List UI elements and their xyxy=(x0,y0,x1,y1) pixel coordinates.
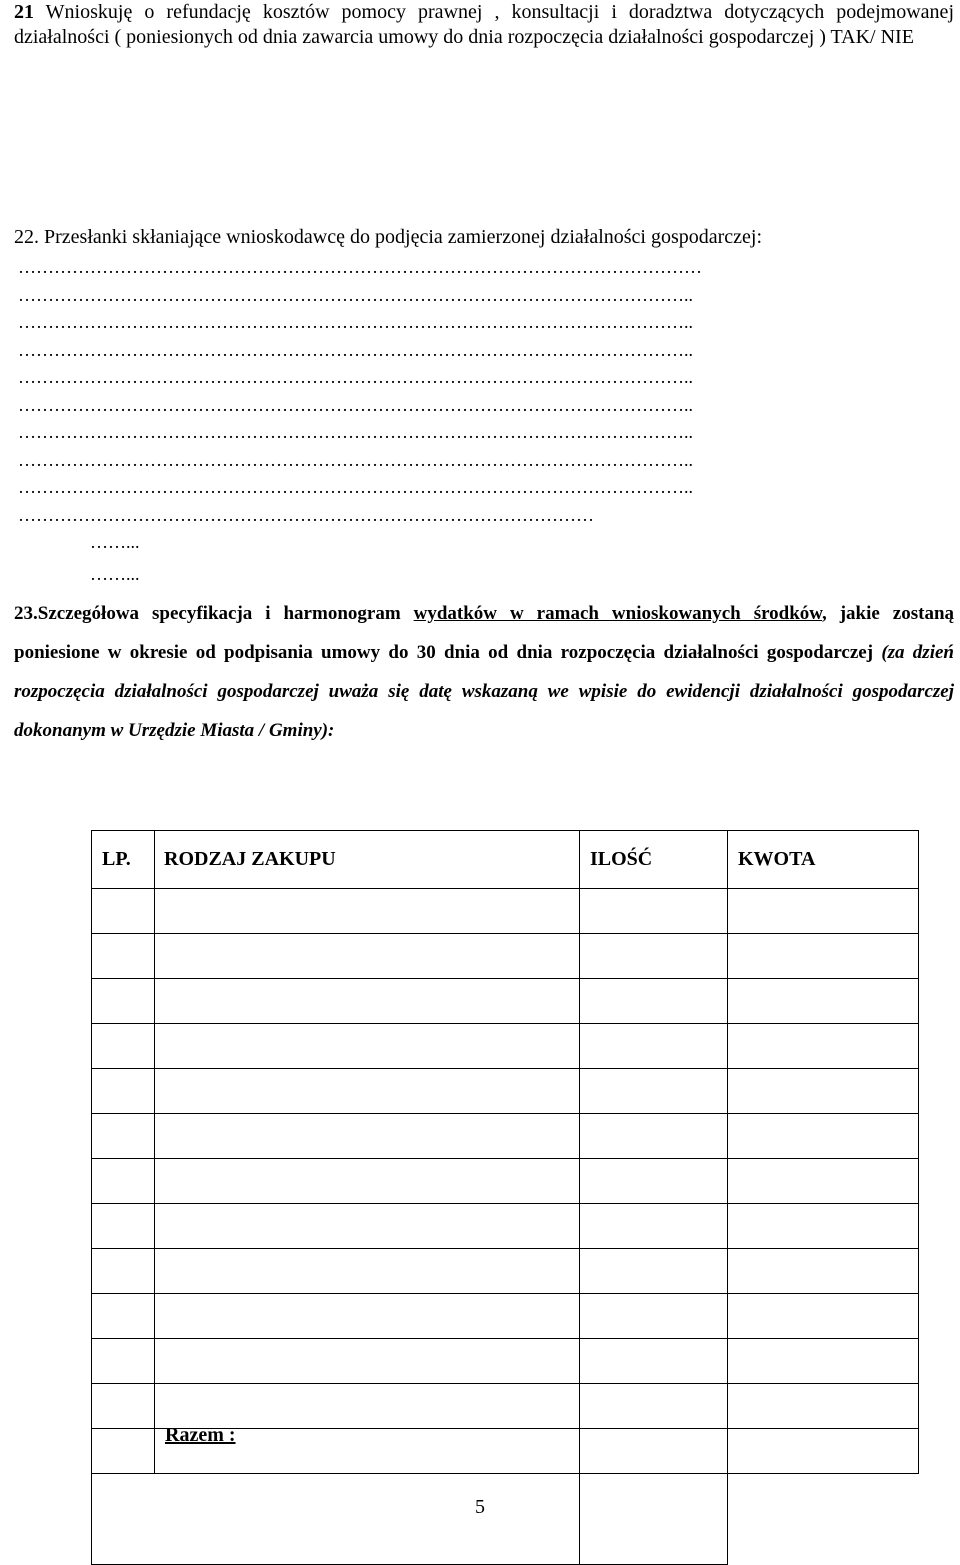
answer-line-7[interactable]: ………………………………………………………………………………………………….. xyxy=(18,423,693,441)
cell-kwota[interactable] xyxy=(728,1339,919,1384)
answer-line-3[interactable]: ………………………………………………………………………………………………….. xyxy=(18,313,693,331)
cell-lp[interactable] xyxy=(92,1159,155,1204)
question-23-mid: , jakie zostaną poniesione w okresie od podpisania umowy do 30 dnia od dnia rozpoczęcia działalności gospodarczej xyxy=(14,603,955,663)
cell-ilosc[interactable] xyxy=(580,1114,728,1159)
cell-rodzaj[interactable] xyxy=(155,1294,580,1339)
header-rodzaj-zakupu: RODZAJ ZAKUPU xyxy=(155,831,580,889)
cell-lp[interactable] xyxy=(92,1384,155,1429)
table-row xyxy=(92,1384,919,1429)
cell-ilosc-total[interactable] xyxy=(580,1474,728,1565)
cell-rodzaj[interactable] xyxy=(155,1159,580,1204)
cell-rodzaj[interactable] xyxy=(155,934,580,979)
table-row xyxy=(92,1069,919,1114)
cell-kwota[interactable] xyxy=(728,1114,919,1159)
cell-kwota[interactable] xyxy=(728,1204,919,1249)
cell-kwota[interactable] xyxy=(728,889,919,934)
table-row xyxy=(92,1204,919,1249)
cell-rodzaj[interactable] xyxy=(155,1249,580,1294)
table-row xyxy=(92,979,919,1024)
table-row xyxy=(92,1339,919,1384)
cell-kwota-total-empty xyxy=(728,1474,919,1565)
question-21 xyxy=(14,0,954,50)
header-ilosc: ILOŚĆ xyxy=(580,831,728,889)
question-23 xyxy=(14,594,954,750)
cell-rodzaj[interactable] xyxy=(155,1114,580,1159)
cell-lp[interactable] xyxy=(92,1294,155,1339)
cell-lp-total xyxy=(92,1474,155,1565)
table-row xyxy=(92,1249,919,1294)
cell-ilosc[interactable] xyxy=(580,979,728,1024)
cell-lp[interactable] xyxy=(92,889,155,934)
question-22-heading: 22. Przesłanki skłaniające wnioskodawcę do podjęcia zamierzonej działalności gospodarczej: xyxy=(14,226,763,248)
table-row xyxy=(92,1159,919,1204)
answer-line-10[interactable]: …………………………………………………………………………………… xyxy=(18,506,594,524)
cell-lp[interactable] xyxy=(92,1069,155,1114)
cell-rodzaj[interactable] xyxy=(155,1339,580,1384)
answer-line-2[interactable]: ………………………………………………………………………………………………….. xyxy=(18,286,693,304)
cell-rodzaj[interactable] xyxy=(155,1204,580,1249)
cell-lp[interactable] xyxy=(92,1204,155,1249)
cell-ilosc[interactable] xyxy=(580,1159,728,1204)
question-21-number: 21 xyxy=(14,1,34,23)
cell-rodzaj[interactable] xyxy=(155,1384,580,1429)
cell-lp[interactable] xyxy=(92,1024,155,1069)
table-header-row xyxy=(92,831,919,889)
cell-total-label xyxy=(155,1474,580,1565)
table-row xyxy=(92,1294,919,1339)
answer-line-1[interactable]: …………………………………………………………………………………………………… xyxy=(18,258,702,276)
cell-kwota[interactable] xyxy=(728,1294,919,1339)
cell-kwota[interactable] xyxy=(728,979,919,1024)
table-row xyxy=(92,934,919,979)
cell-rodzaj[interactable] xyxy=(155,979,580,1024)
cell-ilosc[interactable] xyxy=(580,1249,728,1294)
cell-lp[interactable] xyxy=(92,979,155,1024)
answer-line-12[interactable]: ……... xyxy=(90,565,140,583)
cell-lp[interactable] xyxy=(92,1429,155,1474)
answer-line-6[interactable]: ………………………………………………………………………………………………….. xyxy=(18,396,693,414)
answer-line-11[interactable]: ……... xyxy=(90,533,140,551)
cell-kwota[interactable] xyxy=(728,1249,919,1294)
cell-rodzaj[interactable] xyxy=(155,889,580,934)
question-23-lead: 23.Szczegółowa specyfikacja i harmonogram xyxy=(14,603,414,624)
table-row xyxy=(92,1114,919,1159)
cell-rodzaj[interactable] xyxy=(155,1024,580,1069)
cell-ilosc[interactable] xyxy=(580,1429,728,1474)
cell-ilosc[interactable] xyxy=(580,1339,728,1384)
answer-line-9[interactable]: ………………………………………………………………………………………………….. xyxy=(18,478,693,496)
question-23-italic-note: (za dzień rozpoczęcia działalności gospodarczej uważa się datę wskazaną we wpisie do ewidencji działalności gospodarczej dokonanym w Urzędzie Miasta / Gminy): xyxy=(14,642,954,741)
cell-lp[interactable] xyxy=(92,1249,155,1294)
table-total-row xyxy=(92,1474,919,1565)
answer-line-4[interactable]: ………………………………………………………………………………………………….. xyxy=(18,341,693,359)
cell-lp[interactable] xyxy=(92,1114,155,1159)
cell-ilosc[interactable] xyxy=(580,1384,728,1429)
cell-ilosc[interactable] xyxy=(580,889,728,934)
question-23-underlined: wydatków w ramach wnioskowanych środków xyxy=(413,603,822,624)
total-label: Razem : xyxy=(165,1424,236,1446)
cell-kwota[interactable] xyxy=(728,1024,919,1069)
cell-rodzaj[interactable] xyxy=(155,1069,580,1114)
cell-kwota[interactable] xyxy=(728,934,919,979)
table-row xyxy=(92,1024,919,1069)
header-kwota: KWOTA xyxy=(728,831,919,889)
cell-kwota[interactable] xyxy=(728,1429,919,1474)
table-row xyxy=(92,889,919,934)
cell-ilosc[interactable] xyxy=(580,934,728,979)
header-lp: LP. xyxy=(92,831,155,889)
cell-kwota[interactable] xyxy=(728,1159,919,1204)
page-number: 5 xyxy=(475,1496,485,1518)
cell-kwota[interactable] xyxy=(728,1384,919,1429)
question-21-text: Wnioskuję o refundację kosztów pomocy prawnej , konsultacji i doradztwa dotyczących podejmowanej działalności ( poniesionych od dnia zawarcia umowy do dnia rozpoczęcia działalności gospodarczej ) TAK/ NIE xyxy=(14,1,954,48)
cell-kwota[interactable] xyxy=(728,1069,919,1114)
cell-lp[interactable] xyxy=(92,934,155,979)
cell-ilosc[interactable] xyxy=(580,1069,728,1114)
cell-lp[interactable] xyxy=(92,1339,155,1384)
cell-ilosc[interactable] xyxy=(580,1024,728,1069)
answer-line-5[interactable]: ………………………………………………………………………………………………….. xyxy=(18,368,693,386)
answer-line-8[interactable]: ………………………………………………………………………………………………….. xyxy=(18,451,693,469)
cell-ilosc[interactable] xyxy=(580,1204,728,1249)
expenses-table xyxy=(91,830,919,1565)
cell-ilosc[interactable] xyxy=(580,1294,728,1339)
